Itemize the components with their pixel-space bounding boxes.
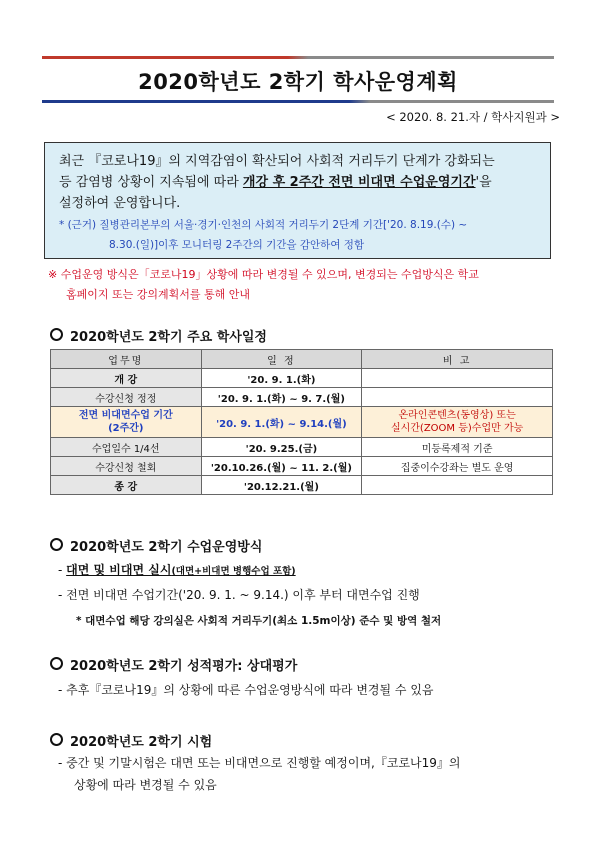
section-heading-text: 2020학년도 2학기 성적평가: 상대평가 [70,659,298,674]
circle-bullet-icon [50,733,63,746]
class-method-item [58,561,296,578]
exam-paragraph [58,752,558,796]
section-heading-class-operation [50,536,262,555]
summary-line-2-prefix: 등 감염병 상황이 지속됨에 따라 [59,175,243,190]
summary-box [44,142,551,259]
column-header: 일 정 [201,350,362,369]
note-cell: 온라인콘텐츠(동영상) 또는 실시간(ZOOM 등)수업만 가능 [362,407,553,438]
circle-bullet-icon [50,538,63,551]
table-row [51,457,553,476]
summary-text [59,151,540,214]
warning-line-1: ※ 수업운영 방식은「코로나19」상황에 따라 변경될 수 있으며, 변경되는 수업방식은 학교 [48,268,479,281]
note-cell [362,369,553,388]
task-cell: 수업일수 1/4선 [51,438,202,457]
summary-line-2 [59,172,540,193]
note-cell [362,388,553,407]
note-cell [362,476,553,495]
task-cell: 수강신청 정정 [51,388,202,407]
table-row [51,476,553,495]
section-heading-schedule [50,326,267,345]
schedule-table [50,349,553,495]
section-heading-text: 2020학년도 2학기 시험 [70,735,213,750]
task-cell: 전면 비대면수업 기간 (2주간) [51,407,202,438]
date-cell: '20. 9.25.(금) [201,438,362,457]
section-heading-grading [50,655,297,674]
table-header-row [51,350,553,369]
grading-item: - 추후『코로나19』의 상황에 따른 수업운영방식에 따라 변경될 수 있음 [58,683,434,697]
circle-bullet-icon [50,328,63,341]
warning-notice [48,265,558,305]
exam-line-2: 상황에 따라 변경될 수 있음 [74,778,217,792]
in-person-start-item: - 전면 비대면 수업기간('20. 9. 1. ~ 9.14.) 이후 부터 대면수업 진행 [58,588,420,602]
note-cell: 집중이수강좌는 별도 운영 [362,457,553,476]
summary-line-2-suffix: '을 [475,175,492,190]
page-title: 2020학년도 2학기 학사운영계획 [138,70,458,94]
section-heading-text: 2020학년도 2학기 주요 학사일정 [70,330,267,345]
table-row [51,388,553,407]
dateline: < 2020. 8. 21.자 / 학사지원과 > [386,110,560,124]
summary-note-2: 8.30.(일)]이후 모니터링 2주간의 기간을 감안하여 정함 [109,239,365,251]
summary-line-3: 설정하여 운영합니다. [59,196,181,211]
summary-line-1: 최근 『코로나19』의 지역감염이 확산되어 사회적 거리두기 단계가 강화되는 [59,154,495,169]
table-row [51,369,553,388]
title-bottom-rule [42,100,554,103]
circle-bullet-icon [50,657,63,670]
date-cell: '20. 9. 1.(화) ~ 9. 7.(월) [201,388,362,407]
date-cell: '20.10.26.(월) ~ 11. 2.(월) [201,457,362,476]
date-cell: '20. 9. 1.(화) [201,369,362,388]
section-heading-exams [50,731,212,750]
task-cell: 개 강 [51,369,202,388]
summary-emphasis: 개강 후 2주간 전면 비대면 수업운영기간 [242,175,476,190]
table-row-highlighted [51,407,553,438]
task-cell: 종 강 [51,476,202,495]
exam-line-1: - 중간 및 기말시험은 대면 또는 비대면으로 진행할 예정이며,『코로나19』의 [58,756,461,770]
section-heading-text: 2020학년도 2학기 수업운영방식 [70,540,263,555]
class-method-detail: (대면+비대면 병행수업 포함) [171,566,296,577]
task-cell: 수강신청 철회 [51,457,202,476]
dash-marker: - [58,563,67,577]
title-top-rule [42,56,554,59]
date-cell: '20.12.21.(월) [201,476,362,495]
summary-note-1: * (근거) 질병관리본부의 서울·경기·인천의 사회적 거리두기 2단계 기간['20. 8.19.(수) ~ [59,219,468,231]
warning-line-2: 홈페이지 또는 강의계획서를 통해 안내 [66,288,251,301]
column-header: 비 고 [362,350,553,369]
note-cell: 미등록제적 기준 [362,438,553,457]
distancing-note: * 대면수업 해당 강의실은 사회적 거리두기(최소 1.5m이상) 준수 및 방역 철저 [76,615,442,627]
table-row [51,438,553,457]
class-method-main: 대면 및 비대면 실시 [66,563,172,577]
date-cell: '20. 9. 1.(화) ~ 9.14.(월) [201,407,362,438]
column-header: 업무명 [51,350,202,369]
